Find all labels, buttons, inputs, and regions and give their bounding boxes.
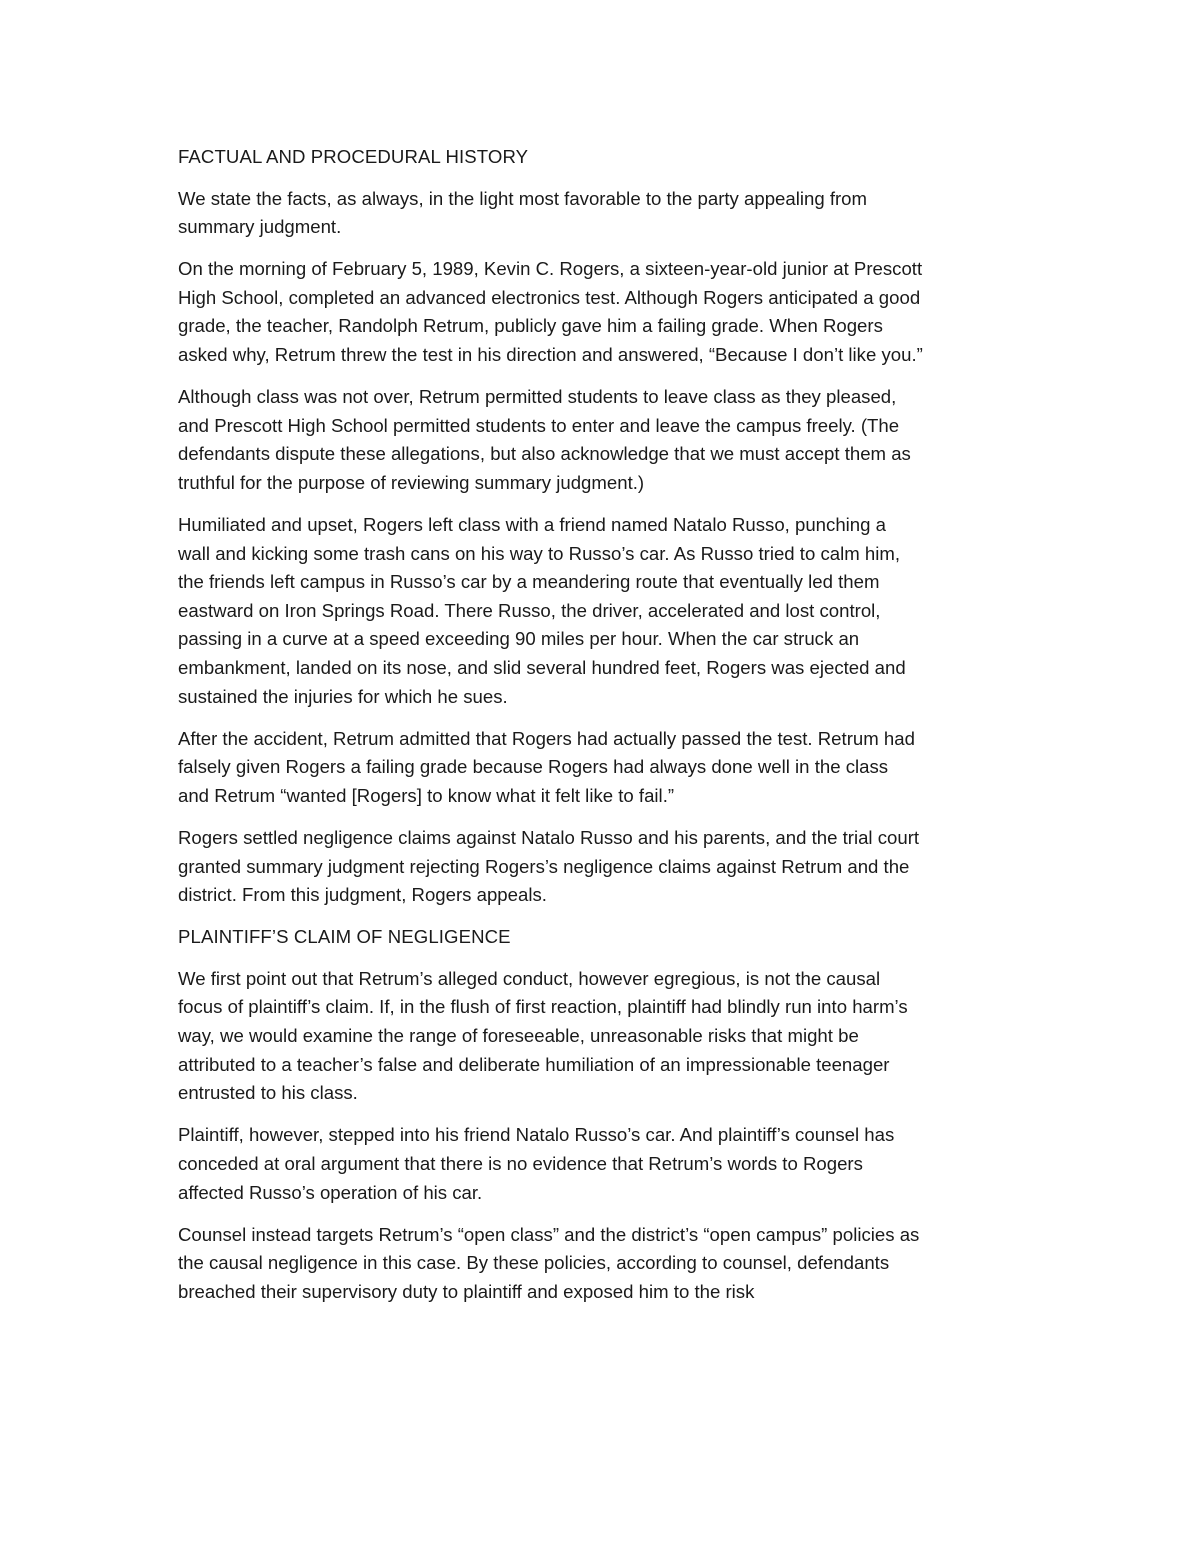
paragraph: After the accident, Retrum admitted that Rogers had actually passed the test. Retrum had falsely given Rogers a failing grade because Rogers had always done well in the class and Retrum “wanted [Rogers] to know what it felt like to fail.”: [178, 727, 915, 806]
paragraph: We first point out that Retrum’s alleged conduct, however egregious, is not the causal focus of plaintiff’s claim. If, in the flush of first reaction, plaintiff had blindly run into harm’s way, we would examine the range of foreseeable, unreasonable risks that might be attributed to a teacher’s false and deliberate humiliation of an impressionable teenager entrusted to his class.: [178, 967, 908, 1104]
paragraph: On the morning of February 5, 1989, Kevin C. Rogers, a sixteen-year-old junior at Prescott High School, completed an advanced electronics test. Although Rogers anticipated a good grade, the teacher, Randolph Retrum, publicly gave him a failing grade. When Rogers asked why, Retrum threw the test in his direction and answered, “Because I don’t like you.”: [178, 258, 923, 366]
paragraph: Rogers settled negligence claims against Natalo Russo and his parents, and the trial court granted summary judgment rejecting Rogers’s negligence claims against Retrum and the district. From this judgment, Rogers appeals.: [178, 826, 920, 906]
document-body: [178, 143, 923, 1320]
section-heading-negligence-claim: PLAINTIFF’S CLAIM OF NEGLIGENCE: [178, 926, 511, 948]
paragraph: Plaintiff, however, stepped into his friend Natalo Russo’s car. And plaintiff’s counsel has conceded at oral argument that there is no evidence that Retrum’s words to Rogers affected Russo’s operation of his car.: [178, 1124, 895, 1203]
paragraph: Counsel instead targets Retrum’s “open class” and the district’s “open campus” policies as the causal negligence in this case. By these policies, according to counsel, defendants breached their supervisory duty to plaintiff and exposed him to the risk: [178, 1223, 920, 1302]
paragraph: We state the facts, as always, in the light most favorable to the party appealing from summary judgment.: [178, 187, 868, 238]
paragraph: Although class was not over, Retrum permitted students to leave class as they pleased, and Prescott High School permitted students to enter and leave the campus freely. (The defendants dispute these allegations, but also acknowledge that we must accept them as truthful for the purpose of reviewing summary judgment.): [178, 386, 911, 493]
section-heading-factual-history: FACTUAL AND PROCEDURAL HISTORY: [178, 146, 529, 167]
paragraph: Humiliated and upset, Rogers left class with a friend named Natalo Russo, punching a wall and kicking some trash cans on his way to Russo’s car. As Russo tried to calm him, the friends left campus in Russo’s car by a meandering route that eventually led them eastward on Iron Springs Road. There Russo, the driver, accelerated and lost control, passing in a curve at a speed exceeding 90 miles per hour. When the car struck an embankment, landed on its nose, and slid several hundred feet, Rogers was ejected and sustained the injuries for which he sues.: [178, 514, 906, 707]
